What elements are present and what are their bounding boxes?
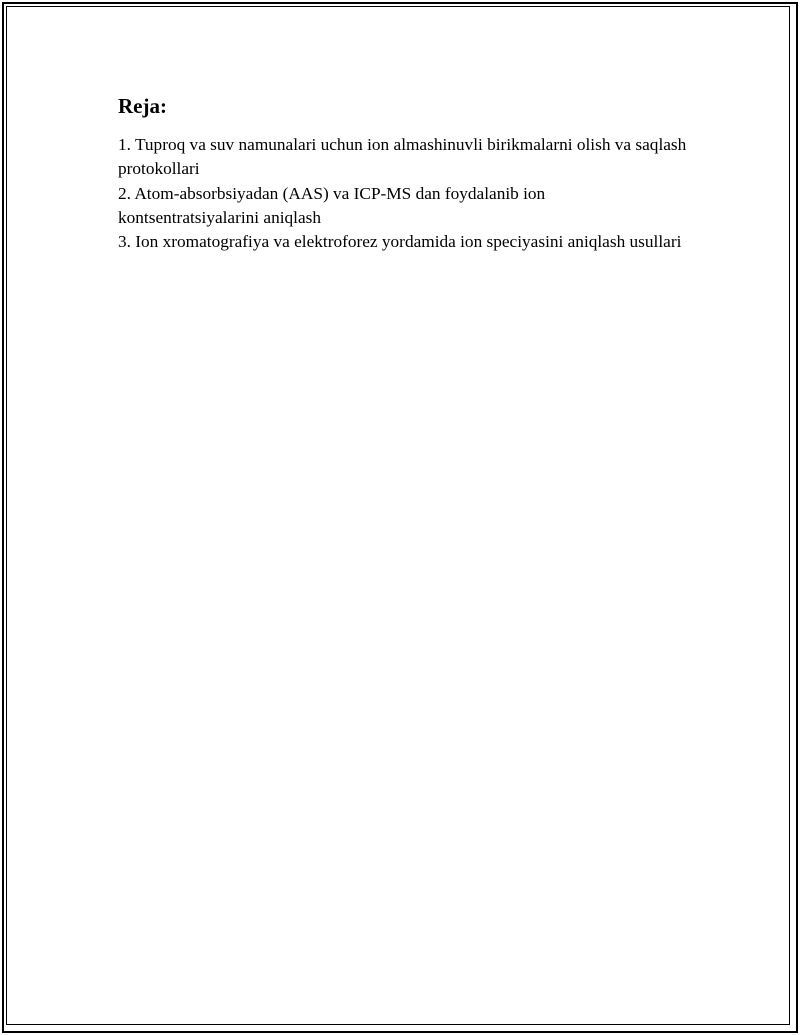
- plan-heading: Reja:: [118, 94, 167, 118]
- plan-item-3: 3. Ion xromatografiya va elektroforez yordamida ion speciyasini aniqlash usullari: [118, 232, 682, 252]
- plan-item-1: 1. Tuproq va suv namunalari uchun ion almashinuvli birikmalarni olish va saqlash protokollari: [118, 135, 687, 179]
- plan-item-2: 2. Atom-absorbsiyadan (AAS) va ICP-MS dan foydalanib ion kontsentratsiyalarini aniqlash: [118, 183, 546, 227]
- plan-list: [118, 133, 688, 254]
- document-body: [118, 93, 688, 254]
